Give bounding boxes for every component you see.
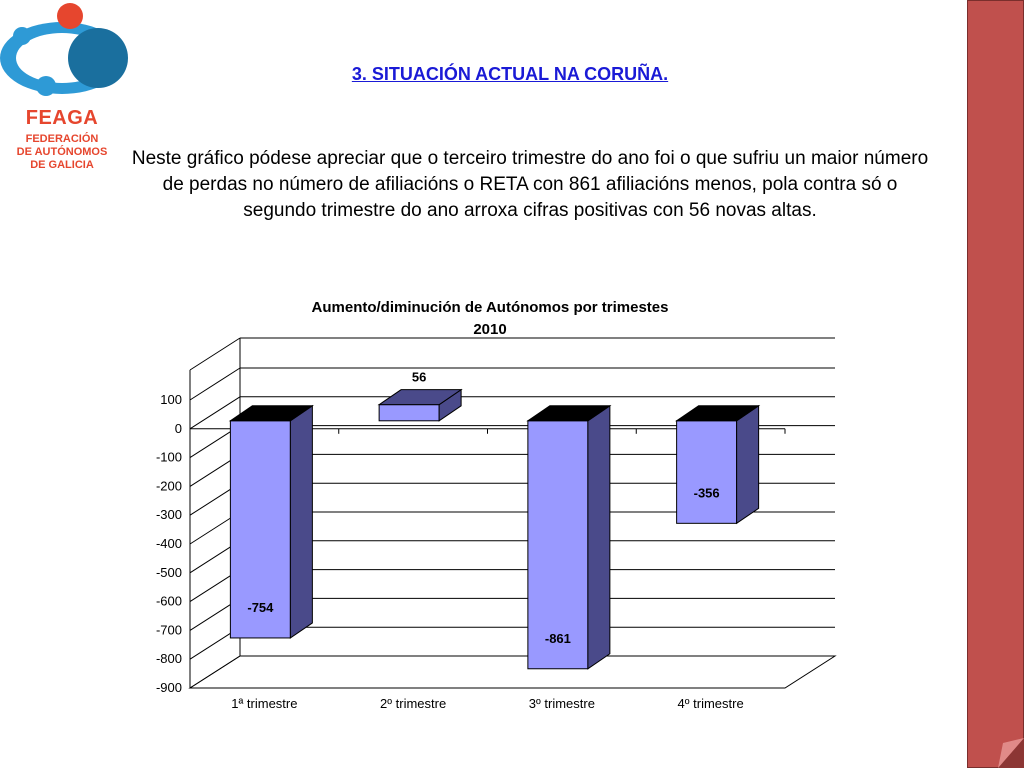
x-tick-label: 2º trimestre: [380, 696, 447, 711]
feaga-logo: [0, 0, 140, 190]
y-tick-label: -100: [155, 449, 182, 465]
bar: [677, 406, 759, 524]
gridline-diagonal: [190, 368, 240, 400]
data-label: 56: [411, 369, 427, 385]
x-tick-label: 3º trimestre: [528, 696, 595, 711]
y-tick-label: -300: [155, 507, 182, 523]
logo-subtitle-line-1: FEDERACIÓN: [25, 133, 99, 145]
band-rect: [967, 0, 1024, 768]
chart-title: Aumento/diminución de Autónomos por trimestes: [311, 299, 669, 316]
y-tick-label: -700: [155, 622, 182, 638]
x-tick-label: 4º trimestre: [677, 696, 744, 711]
bar-side: [737, 406, 759, 524]
logo-name: FEAGA: [25, 107, 99, 129]
y-tick-label: -200: [155, 478, 182, 494]
chart-subtitle: 2010: [473, 321, 507, 338]
slide-title: 3. SITUACIÓN ACTUAL NA CORUÑA.: [351, 64, 669, 84]
bar: [379, 390, 461, 421]
y-tick-label: -400: [155, 536, 182, 551]
y-tick-label: -800: [155, 651, 182, 667]
y-tick-label: 100: [160, 392, 182, 407]
logo-emblem-icon: [0, 0, 140, 110]
bar-side: [588, 406, 610, 669]
bar-front: [677, 421, 737, 524]
bar-chart: [120, 285, 860, 725]
bar-side: [290, 406, 312, 638]
logo-subtitle-line-3: DE GALICIA: [30, 159, 94, 171]
y-tick-label: 0: [174, 420, 182, 436]
top-gridline-diagonal: [190, 338, 240, 370]
bar: [528, 406, 610, 669]
right-decorative-band: [967, 0, 1024, 768]
y-tick-label: -500: [155, 564, 182, 580]
bar-front: [379, 405, 439, 421]
y-tick-label: -600: [155, 593, 182, 609]
x-tick-label: 1ª trimestre: [231, 696, 298, 711]
logo-subtitle-line-2: DE AUTÓNOMOS: [16, 146, 108, 158]
y-tick-label: -900: [155, 680, 182, 695]
chart-floor: [190, 656, 835, 688]
data-label: -861: [544, 630, 571, 646]
data-label: -754: [247, 599, 274, 615]
data-label: -356: [693, 485, 720, 501]
slide-body-text: Neste gráfico pódese apreciar que o terceiro trimestre do ano foi o que sufriu un maior número de perdas no número de afiliacións o RETA con 861 afiliacións menos, pola contra só o segundo trimestre do ano arroxa cifras positivas con 56 novas altas.: [131, 148, 929, 221]
